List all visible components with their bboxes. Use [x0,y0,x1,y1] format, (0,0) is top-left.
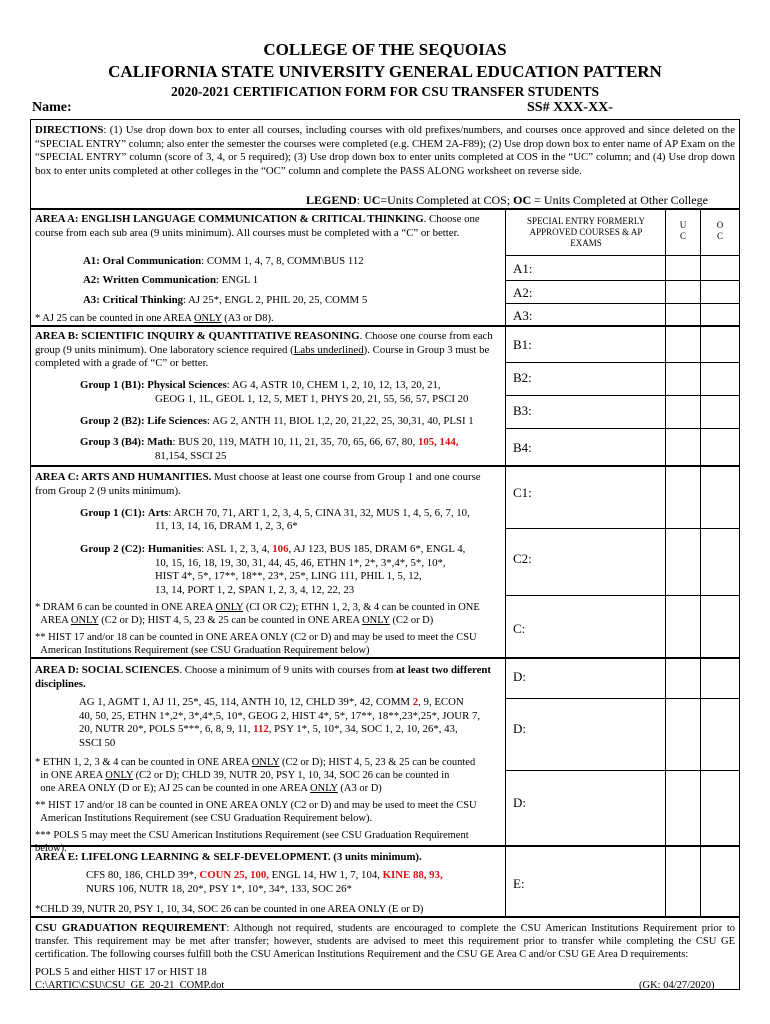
area-a-note [35,312,274,325]
area-c-title: AREA C: ARTS AND HUMANITIES. [35,471,212,483]
legend-uc-key: UC [363,193,381,207]
slot-a1[interactable]: A1: [513,261,533,276]
a2-courses: : ENGL 1 [215,274,259,286]
area-e-title: AREA E: LIFELONG LEARNING & SELF-DEVELOPMENT. (3 units minimum). [35,851,422,863]
c2-red: 106 [272,543,289,555]
slot-b3[interactable]: B3: [513,403,532,418]
d-line3b: , PSY 1*, 5, 10*, 34, SOC 1, 2, 10, 26*, 43, [268,723,458,735]
special-entry-header: SPECIAL ENTRY FORMERLY APPROVED COURSES & AP EXAMS [527,216,645,248]
d-note1-c: in ONE AREA [40,770,106,781]
uc-header-2: C [679,231,686,241]
area-e-courses [86,869,502,896]
slot-b1[interactable]: B1: [513,337,532,352]
area-b-intro-1: . Choose one course from each group (9 units minimum). One laboratory science required ( [35,330,493,356]
area-b-title: AREA B: SCIENTIFIC INQUIRY & QUANTITATIVE REASONING [35,330,360,342]
e-red1: COUN 25, 100, [199,869,269,881]
b2-courses: : AG 2, ANTH 11, BIOL 1,2, 20, 21,22, 25, 30,31, 40, PLSI 1 [206,415,474,427]
revision-date: (GK: 04/27/2020) [639,980,715,991]
e-line2: NURS 106, NUTR 18, 20*, PSY 1*, 10*, 34*, 133, SOC 26* [86,882,352,895]
area-a-header [35,213,501,240]
c-note1-c: AREA [40,615,71,626]
slot-a3[interactable]: A3: [513,308,533,323]
a3-courses: : AJ 25*, ENGL 2, PHIL 20, 25, COMM 5 [183,294,368,306]
c-note1-a: * DRAM 6 can be counted in ONE AREA [35,602,216,613]
c2-line1b: , AJ 123, BUS 185, DRAM 6*, ENGL 4, [288,543,466,555]
pattern-title: CALIFORNIA STATE UNIVERSITY GENERAL EDUCATION PATTERN [108,62,662,81]
b1-label: Group 1 (B1): [80,379,145,391]
a2-label: A2: [83,274,100,286]
d-note1-f: (A3 or D) [337,783,382,794]
c1-label: Group 1 (C1): [80,507,146,519]
slot-c1[interactable]: C1: [513,485,532,500]
d-note1-a: * ETHN 1, 2, 3 & 4 can be counted in ONE AREA [35,757,252,768]
area-a2 [83,274,258,288]
d-note1-only: ONLY [251,757,280,768]
d-line3-red: 112 [253,723,269,735]
directions-label: DIRECTIONS [35,124,104,136]
area-b-intro-labs: Labs underlined [293,343,364,356]
a1-courses: : COMM 1, 4, 7, 8, COMM\BUS 112 [201,255,364,267]
slot-d2[interactable]: D: [513,721,526,736]
b4-label: Group 3 (B4): [80,436,145,448]
b1-line1: : AG 4, ASTR 10, CHEM 1, 2, 10, 12, 13, 20, 21, [226,379,441,391]
file-path: C:\ARTIC\CSU\CSU_GE_20-21_COMP.dot [35,980,225,991]
c2-line4: 13, 14, PORT 1, 2, SPAN 1, 2, 3, 4, 12, 22, 23 [155,584,355,596]
area-d-intro: . Choose a minimum of 9 units with courses from [179,664,397,676]
directions [35,124,735,178]
ss-label: SS# XXX-XX- [527,100,613,115]
slot-a2[interactable]: A2: [513,285,533,300]
oc-header-1: O [716,220,724,230]
c1-line1: : ARCH 70, 71, ART 1, 2, 3, 4, 5, CINA 31, 32, MUS 1, 4, 5, 6, 7, 10, [168,507,470,519]
area-b2 [80,415,500,429]
c-note1-b: (CI OR C2); ETHN 1, 2, 3, & 4 can be counted in ONE [243,602,480,613]
b1-name: Physical Sciences [147,379,227,391]
slot-d1[interactable]: D: [513,669,526,684]
b2-name: Life Sciences [147,415,207,427]
d-note1-b: (C2 or D); HIST 4, 5, 23 & 25 can be counted [279,757,476,768]
area-a-note-only: ONLY [193,313,222,324]
d-line3a: 20, NUTR 20*, POLS 5***, 6, 8, 9, 11, [79,723,254,735]
directions-text: : (1) Use drop down box to enter all courses, including courses with old prefixes/numbers, and courses once approved and since deleted on the “SPECIAL ENTRY” column; also enter the semester the courses were completed (e.g. CHEM 2A-F89); (2) Use drop down box to enter name of AP Exam on the “SPECIAL ENTRY” column (score of 3, 4, or 5 required); (3) Use drop down box to enter units completed at COS in the “UC” column; and (4) Use drop down box to enter units completed at other colleges in the “OC” column and complete the PASS ALONG worksheet on reverse side. [35,124,735,177]
area-d-header [35,664,501,691]
d-note1-e: one AREA ONLY (D or E); AJ 25 can be counted in one AREA [40,783,311,794]
c-note2-b: American Institutions Requirement (see CSU Graduation Requirement below) [40,645,370,656]
a3-name: Critical Thinking [102,294,183,306]
a3-label: A3: [83,294,100,306]
area-e-note: *CHLD 39, NUTR 20, PSY 1, 10, 34, SOC 26 can be counted in one AREA ONLY (E or D) [35,904,424,915]
b1-line2: GEOG 1, 1L, GEOL 1, 12, 5, MET 1, PHYS 20, 21, 55, 56, 57, PSCI 20 [155,393,469,405]
area-a1 [83,255,364,269]
area-a3 [83,294,367,308]
college-title: COLLEGE OF THE SEQUOIAS [263,40,507,59]
d-note2-b: American Institutions Requirement (see CSU Graduation Requirement below). [40,813,373,824]
c-note1-only: ONLY [215,602,244,613]
c-note1-only-2: ONLY [70,615,99,626]
b4-line2: 81,154, SSCI 25 [155,450,227,462]
c1-line2: 11, 13, 14, 16, DRAM 1, 2, 3, 6* [155,520,298,532]
area-d-note2 [35,799,501,825]
area-d-intro-bold: at least two different disciplines. [35,664,491,690]
slot-e[interactable]: E: [513,876,525,891]
slot-c[interactable]: C: [513,621,526,636]
oc-header [703,220,737,242]
area-a-title: AREA A: ENGLISH LANGUAGE COMMUNICATION & CRITICAL THINKING [35,213,424,225]
csu-grad-text: : Although not required, students are encouraged to complete the CSU American Institutions Requirement prior to transfer. This requirement may be met after transfer; however, students are advised to meet this requirement prior to transfer while completing the CSU GE certification. The following courses fulfill both the CSU American Institutions Requirement and the CSU GE Area C and/or CSU GE Area D requirements: [35,923,735,960]
d-line1a: AG 1, AGMT 1, AJ 11, 25*, 45, 114, ANTH 10, 12, CHLD 39*, 42, COMM [79,696,413,708]
legend-oc-key: OC [513,193,532,207]
csu-grad-courses[interactable]: POLS 5 and either HIST 17 or HIST 18 [35,966,207,978]
uc-header-1: U [679,220,687,230]
area-c-note2 [35,631,501,657]
a2-name: Written Communication [102,274,216,286]
c2-name: Humanities [147,543,202,555]
slot-c2[interactable]: C2: [513,551,532,566]
csu-grad-requirement [35,922,735,961]
uc-header [668,220,698,242]
area-a-note-post: (A3 or D8). [221,313,274,324]
c-note1-d: (C2 or D); HIST 4, 5, 23 & 25 can be counted in ONE AREA [98,615,363,626]
slot-b2[interactable]: B2: [513,370,532,385]
area-b4 [80,436,500,450]
b2-label: Group 2 (B2): [80,415,145,427]
d-note2-a: ** HIST 17 and/or 18 can be counted in ONE AREA ONLY (C2 or D) and may be used to meet the CSU [35,800,477,811]
d-note1-only-2: ONLY [105,770,134,781]
d-line1-red: 2 [412,696,419,708]
d-line1b: , 9, ECON [418,696,464,708]
legend-uc-text: =Units Completed at COS; [380,193,514,207]
c-note2-a: ** HIST 17 and/or 18 can be counted in ONE AREA ONLY (C2 or D) and may be used to meet the CSU [35,632,477,643]
name-label: Name: [32,100,72,115]
csu-grad-label: CSU GRADUATION REQUIREMENT [35,922,227,934]
area-c-intro: Must choose at least one course from Group 1 and one course from Group 2 (9 units minimum). [35,471,481,497]
slot-b4[interactable]: B4: [513,440,532,455]
d-note1-only-3: ONLY [310,783,338,794]
b4-red: 105, 144, [417,436,459,448]
legend-label: LEGEND [306,193,357,207]
area-d-title: AREA D: SOCIAL SCIENCES [35,664,180,676]
b4-name: Math [147,436,173,448]
area-d-courses [79,696,503,750]
c2-label: Group 2 (C2): [80,543,146,555]
area-c-note1 [35,601,501,627]
c2-line3: HIST 4*, 5*, 17**, 18**, 23*, 25*, LING 111, PHIL 1, 5, 12, [155,570,422,582]
area-a-note-pre: * AJ 25 can be counted in one AREA [35,313,194,324]
area-b1 [80,379,500,393]
slot-d3[interactable]: D: [513,795,526,810]
oc-header-2: C [716,231,723,241]
area-c1 [80,507,500,521]
c-note1-only-3: ONLY [362,615,390,626]
form-title: 2020-2021 CERTIFICATION FORM FOR CSU TRANSFER STUDENTS [170,84,600,99]
legend: LEGEND: UC=Units Completed at COS; OC = Units Completed at Other College [306,193,708,207]
a1-name: Oral Communication [102,255,202,267]
a1-label: A1: [83,255,100,267]
d-line4: SSCI 50 [79,736,116,749]
c2-line1a: : ASL 1, 2, 3, 4, [201,543,273,555]
c1-name: Arts [147,507,169,519]
area-b-intro-2: ). Course in Group 3 must be completed with a grade of “C” or better. [35,343,490,369]
e-line1a: CFS 80, 186, CHLD 39*, [86,869,200,881]
area-d-note3: *** POLS 5 may meet the CSU American Institutions Requirement (see CSU Graduation Requirement below). [35,830,469,854]
area-b-header [35,330,501,371]
b4-line1: : BUS 20, 119, MATH 10, 11, 21, 35, 70, 65, 66, 67, 80, [172,436,418,448]
c-note1-e: (C2 or D) [389,615,434,626]
d-note1-d: (C2 or D); CHLD 39, NUTR 20, PSY 1, 10, 34, SOC 26 can be counted in [133,770,450,781]
area-c-header [35,471,501,498]
area-c2 [80,543,500,557]
legend-oc-text: = Units Completed at Other College [531,193,708,207]
d-line2: 40, 50, 25, ETHN 1*,2*, 3*,4*,5, 10*, GEOG 2, HIST 4*, 5*, 17**, 18**,23*,25*, JOUR 7, [79,709,481,722]
c2-line2: 10, 15, 16, 18, 19, 30, 31, 44, 45, 46, ETHN 1*, 2*, 3*,4*, 5*, 10*, [155,557,446,569]
e-line1b: ENGL 14, HW 1, 7, 104, [268,869,383,881]
area-a-intro: . Choose one course from each sub area (9 units minimum). All courses must be completed with a “C” or better. [35,213,480,239]
area-d-note1 [35,756,501,795]
e-red2: KINE 88, 93, [382,869,443,881]
